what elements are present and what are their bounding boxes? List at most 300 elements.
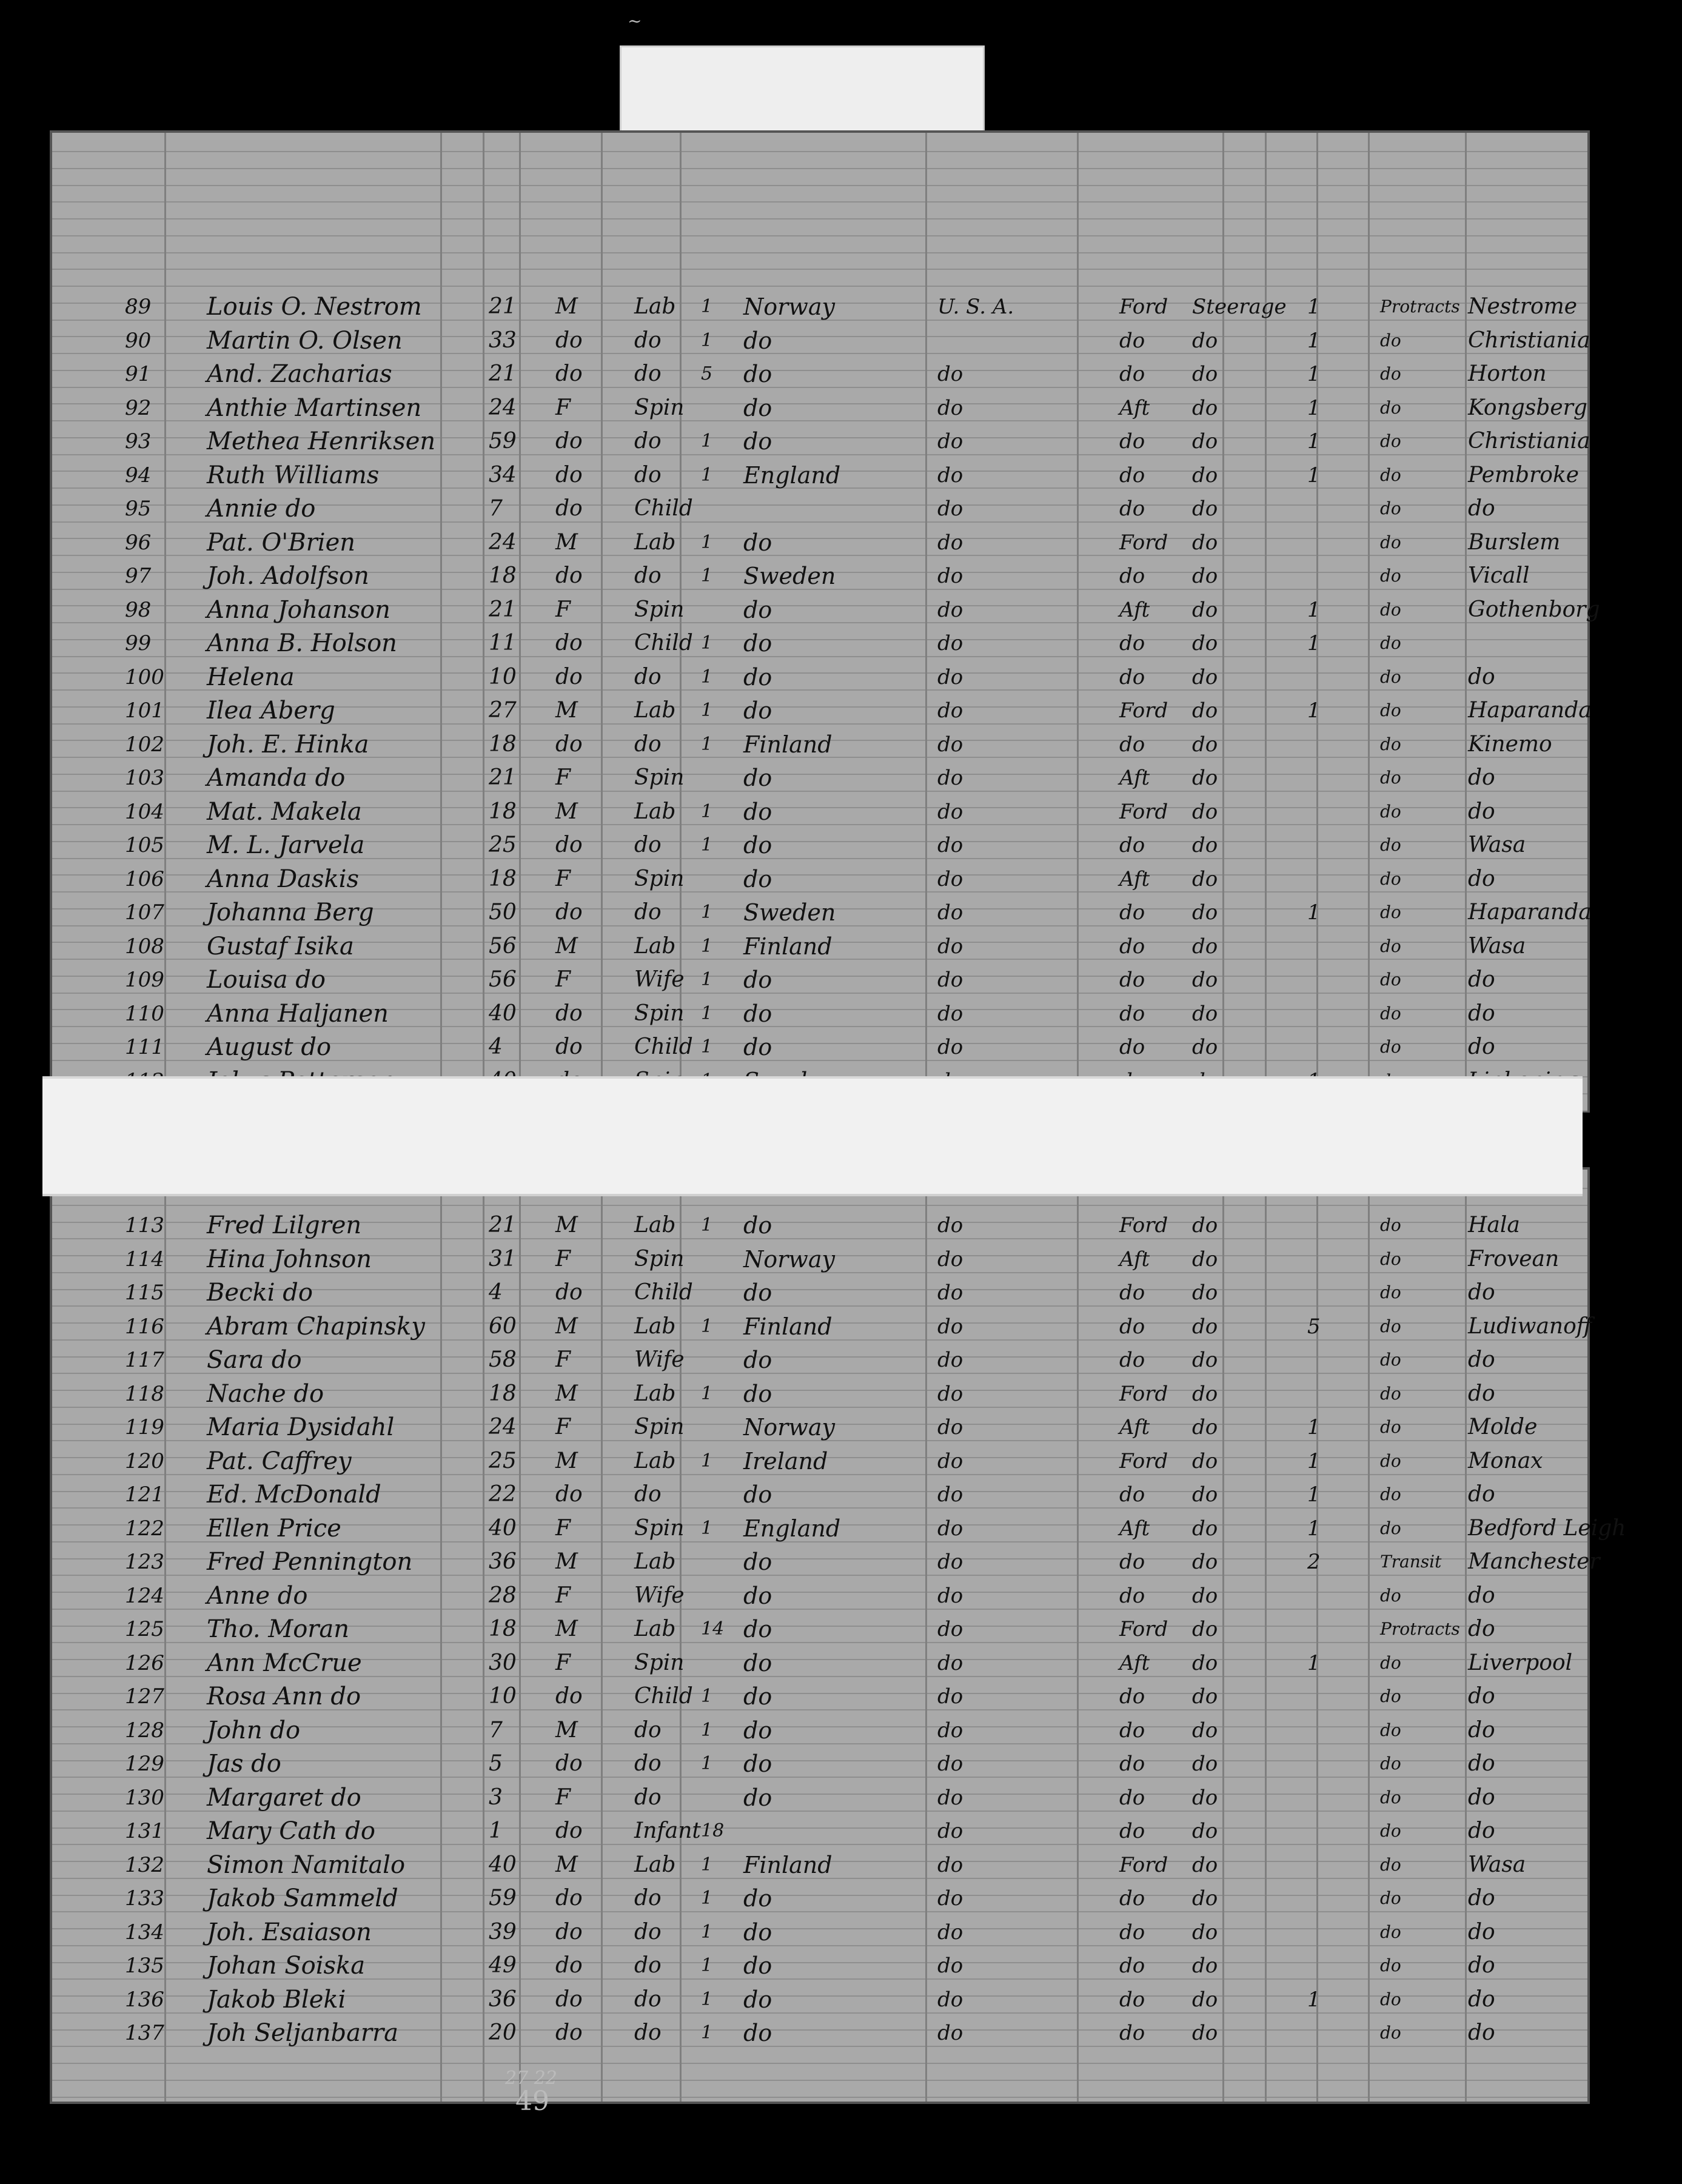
cell-name: Helena — [207, 663, 295, 691]
cell-sex: do — [555, 563, 583, 588]
cell-name: Joh. Adolfson — [207, 562, 369, 590]
cell-accom: do — [1192, 631, 1218, 655]
cell-port: do — [1380, 1383, 1401, 1404]
cell-class: Ford — [1119, 1381, 1168, 1406]
cell-class: do — [1119, 1348, 1145, 1372]
cell-accom: do — [1192, 2021, 1218, 2045]
cell-age: 33 — [489, 327, 517, 353]
cell-class: do — [1119, 1819, 1145, 1843]
cell-pieces: 5 — [1307, 1314, 1321, 1339]
cell-occ: Lab — [634, 1549, 676, 1574]
cell-place: do — [1468, 1986, 1495, 2012]
cell-dest: do — [937, 1482, 963, 1507]
rule-line — [52, 269, 1587, 270]
rule-line — [52, 168, 1587, 169]
cell-place: do — [1468, 1684, 1495, 1709]
cell-sex: M — [555, 1717, 578, 1743]
cell-port: do — [1380, 1821, 1401, 1841]
cell-n: 115 — [125, 1281, 164, 1305]
cell-occ: Child — [634, 1280, 693, 1305]
cell-age: 24 — [489, 395, 517, 420]
cell-dest: do — [937, 698, 963, 723]
cell-dest: do — [937, 665, 963, 689]
cell-place: do — [1468, 1717, 1495, 1743]
cell-class: do — [1119, 968, 1145, 992]
cell-tick: 1 — [701, 1382, 713, 1404]
cell-country: do — [743, 1549, 772, 1575]
cell-dest: do — [937, 1650, 963, 1675]
cell-sex: M — [555, 294, 578, 319]
cell-n: 127 — [125, 1684, 164, 1709]
cell-sex: do — [555, 664, 583, 689]
cell-n: 137 — [125, 2021, 164, 2045]
cell-occ: Child — [634, 496, 693, 521]
rule-line — [52, 2097, 1587, 2098]
cell-country: do — [743, 394, 772, 421]
cell-port: do — [1380, 835, 1401, 855]
rule-line — [52, 252, 1587, 253]
cell-dest: do — [937, 597, 963, 622]
cell-sex: F — [555, 1650, 571, 1675]
cell-accom: do — [1192, 833, 1218, 857]
cell-place: do — [1468, 664, 1495, 689]
cell-sex: do — [555, 1751, 583, 1776]
cell-country: Finland — [743, 1851, 833, 1878]
cell-age: 18 — [489, 866, 517, 891]
cell-tick: 1 — [701, 935, 713, 957]
cell-pieces: 1 — [1307, 328, 1321, 353]
table-row — [52, 1209, 1587, 1242]
cell-place: Wasa — [1468, 832, 1526, 857]
cell-accom: do — [1192, 1954, 1218, 1978]
cell-tick: 1 — [701, 1888, 713, 1909]
cell-port: do — [1380, 1989, 1401, 2009]
cell-port: do — [1380, 1248, 1401, 1269]
cell-sex: do — [555, 2020, 583, 2045]
cell-class: Aft — [1119, 1516, 1150, 1541]
cell-accom: do — [1192, 1650, 1218, 1675]
cell-name: Fred Pennington — [207, 1548, 413, 1576]
cell-n: 116 — [125, 1314, 164, 1339]
cell-place: Wasa — [1468, 933, 1526, 959]
cell-port: do — [1380, 1754, 1401, 1774]
cell-tick: 1 — [701, 1719, 713, 1741]
cell-age: 21 — [489, 361, 517, 386]
cell-class: do — [1119, 1718, 1145, 1743]
cell-accom: do — [1192, 362, 1218, 386]
cell-port: do — [1380, 498, 1401, 518]
table-row — [52, 1276, 1587, 1309]
cell-n: 110 — [125, 1001, 164, 1026]
cell-tick: 18 — [701, 1820, 725, 1841]
cell-age: 22 — [489, 1482, 517, 1507]
table-row — [52, 1882, 1587, 1915]
cell-place: Kinemo — [1468, 731, 1552, 757]
cell-sex: do — [555, 496, 583, 521]
cell-n: 109 — [125, 968, 164, 992]
cell-class: do — [1119, 1752, 1145, 1776]
cell-class: do — [1119, 1583, 1145, 1608]
cell-n: 107 — [125, 900, 164, 925]
cell-name: Mary Cath do — [207, 1817, 375, 1845]
cell-accom: do — [1192, 1583, 1218, 1608]
cell-dest: do — [937, 900, 963, 925]
cell-port: do — [1380, 1282, 1401, 1302]
cell-dest: do — [937, 530, 963, 555]
cell-sex: do — [555, 1280, 583, 1305]
cell-n: 89 — [125, 295, 152, 319]
table-row — [52, 796, 1587, 828]
cell-occ: Spin — [634, 395, 685, 420]
cell-occ: do — [634, 1751, 662, 1776]
table-row — [52, 1647, 1587, 1680]
cell-name: Abram Chapinsky — [207, 1312, 425, 1341]
cell-age: 4 — [489, 1280, 503, 1305]
cell-country: Norway — [743, 1414, 835, 1441]
cell-accom: do — [1192, 395, 1218, 420]
cell-dest: do — [937, 1247, 963, 1271]
cell-occ: do — [634, 429, 662, 454]
cell-n: 100 — [125, 665, 164, 689]
cell-country: do — [743, 1279, 772, 1306]
cell-country: do — [743, 428, 772, 455]
cell-n: 123 — [125, 1550, 164, 1574]
cell-place: do — [1468, 1919, 1495, 1944]
table-row — [52, 896, 1592, 929]
cell-class: do — [1119, 1482, 1145, 1507]
cell-class: do — [1119, 1987, 1145, 2012]
cell-port: do — [1380, 1350, 1401, 1370]
cell-class: do — [1119, 1550, 1145, 1574]
cell-accom: do — [1192, 1718, 1218, 1743]
cell-class: do — [1119, 362, 1145, 386]
cell-port: do — [1380, 397, 1401, 418]
cell-occ: do — [634, 1953, 662, 1978]
cell-tick: 1 — [701, 1450, 713, 1472]
cell-port: do — [1380, 868, 1401, 889]
cell-place: Frovean — [1468, 1246, 1560, 1271]
top-mark: ~ — [628, 11, 642, 31]
cell-country: Finland — [743, 731, 833, 758]
cell-country: do — [743, 1212, 772, 1239]
cell-accom: do — [1192, 1449, 1218, 1473]
cell-age: 34 — [489, 462, 517, 487]
cell-sex: do — [555, 1886, 583, 1911]
cell-dest: do — [937, 1348, 963, 1372]
cell-place: do — [1468, 496, 1495, 521]
cell-age: 59 — [489, 429, 517, 454]
cell-country: Finland — [743, 933, 833, 960]
cell-country: do — [743, 1784, 772, 1811]
cell-name: Mat. Makela — [207, 797, 362, 826]
cell-n: 96 — [125, 530, 152, 555]
cell-port: do — [1380, 970, 1401, 990]
table-row — [52, 324, 1590, 357]
cell-class: Ford — [1119, 295, 1168, 319]
cell-tick: 1 — [701, 969, 713, 990]
cell-name: Pat. Caffrey — [207, 1447, 352, 1475]
cell-name: M. L. Jarvela — [207, 831, 365, 859]
cell-n: 119 — [125, 1415, 164, 1439]
cell-country: do — [743, 1717, 772, 1744]
cell-dest: do — [937, 1987, 963, 2012]
table-row — [52, 1579, 1587, 1612]
cell-sex: M — [555, 1549, 578, 1574]
cell-dest: do — [937, 1583, 963, 1608]
cell-occ: Spin — [634, 765, 685, 790]
cell-tick: 1 — [701, 1921, 713, 1943]
cell-n: 135 — [125, 1954, 164, 1978]
cell-class: Aft — [1119, 1415, 1150, 1439]
cell-country: do — [743, 697, 772, 724]
cell-sex: F — [555, 1415, 571, 1439]
cell-occ: Child — [634, 631, 693, 655]
cell-dest: do — [937, 1381, 963, 1406]
cell-class: Ford — [1119, 1449, 1168, 1473]
table-row — [52, 2017, 1587, 2049]
cell-pieces: 1 — [1307, 631, 1321, 655]
cell-sex: F — [555, 1246, 571, 1271]
cell-age: 7 — [489, 1717, 503, 1743]
cell-accom: do — [1192, 900, 1218, 925]
cell-n: 120 — [125, 1449, 164, 1473]
cell-pieces: 2 — [1307, 1550, 1321, 1574]
cell-name: Martin O. Olsen — [207, 326, 403, 355]
cell-sex: do — [555, 731, 583, 757]
cell-port: do — [1380, 1518, 1401, 1538]
cell-name: Hina Johnson — [207, 1245, 372, 1273]
cell-place: do — [1468, 1751, 1495, 1776]
tally-subtotal: 27 22 — [505, 2068, 557, 2089]
table-row — [52, 1815, 1587, 1847]
cell-occ: Spin — [634, 1650, 685, 1675]
cell-sex: do — [555, 1684, 583, 1709]
cell-n: 118 — [125, 1381, 164, 1406]
cell-name: Methea Henriksen — [207, 427, 436, 455]
cell-n: 129 — [125, 1752, 164, 1776]
cell-country: do — [743, 663, 772, 691]
cell-sex: do — [555, 1818, 583, 1843]
cell-port: do — [1380, 666, 1401, 687]
cell-occ: Spin — [634, 597, 685, 622]
cell-tick: 1 — [701, 1036, 713, 1057]
cell-country: do — [743, 865, 772, 893]
cell-n: 113 — [125, 1213, 164, 1238]
cell-dest: do — [937, 1035, 963, 1059]
cell-place: Haparanda — [1468, 900, 1592, 925]
table-row — [52, 492, 1587, 525]
cell-class: Ford — [1119, 530, 1168, 555]
cell-name: Anna Haljanen — [207, 999, 389, 1028]
cell-pieces: 1 — [1307, 597, 1321, 622]
cell-class: do — [1119, 429, 1145, 454]
rule-line — [52, 185, 1587, 186]
cell-age: 21 — [489, 294, 517, 319]
table-row — [52, 930, 1587, 963]
cell-occ: do — [634, 563, 662, 588]
cell-n: 93 — [125, 429, 152, 454]
cell-tick: 1 — [701, 1002, 713, 1024]
cell-age: 50 — [489, 900, 517, 925]
cell-dest: do — [937, 934, 963, 959]
cell-sex: F — [555, 1784, 571, 1810]
cell-sex: M — [555, 1313, 578, 1339]
cell-port: do — [1380, 902, 1401, 922]
cell-accom: do — [1192, 1516, 1218, 1541]
cell-name: Joh. E. Hinka — [207, 730, 369, 759]
cell-name: Pat. O'Brien — [207, 528, 355, 557]
cell-age: 18 — [489, 563, 517, 588]
table-row — [52, 392, 1587, 424]
cell-place: Molde — [1468, 1415, 1538, 1439]
cell-tick: 1 — [701, 296, 713, 317]
cell-sex: F — [555, 597, 571, 622]
cell-sex: F — [555, 395, 571, 420]
cell-age: 18 — [489, 1616, 517, 1641]
cell-country: Ireland — [743, 1447, 828, 1475]
cell-age: 24 — [489, 1415, 517, 1439]
cell-dest: U. S. A. — [937, 295, 1014, 319]
cell-sex: M — [555, 1616, 578, 1641]
cell-age: 1 — [489, 1818, 503, 1843]
cell-country: do — [743, 361, 772, 387]
cell-occ: Child — [634, 1034, 693, 1059]
cell-dest: do — [937, 833, 963, 857]
cell-pieces: 1 — [1307, 698, 1321, 723]
cell-accom: do — [1192, 1752, 1218, 1776]
cell-place: Christiania — [1468, 429, 1590, 454]
rule-line — [52, 235, 1587, 236]
cell-class: do — [1119, 1281, 1145, 1305]
cell-age: 58 — [489, 1347, 517, 1372]
table-row — [52, 1714, 1587, 1747]
cell-name: Ellen Price — [207, 1514, 341, 1543]
cell-accom: do — [1192, 564, 1218, 588]
cell-tick: 1 — [701, 1753, 713, 1774]
cell-tick: 1 — [701, 464, 713, 486]
cell-country: do — [743, 327, 772, 354]
cell-dest: do — [937, 1415, 963, 1439]
cell-class: do — [1119, 1314, 1145, 1339]
cell-accom: do — [1192, 1684, 1218, 1709]
cell-place: do — [1468, 1886, 1495, 1911]
cell-place: do — [1468, 1482, 1495, 1507]
cell-port: do — [1380, 364, 1401, 384]
cell-accom: do — [1192, 934, 1218, 959]
cell-class: do — [1119, 1886, 1145, 1911]
cell-port: do — [1380, 1720, 1401, 1740]
cell-place: Horton — [1468, 361, 1547, 386]
cell-port: do — [1380, 700, 1401, 720]
cell-name: Simon Namitalo — [207, 1851, 406, 1879]
cell-place: do — [1468, 1784, 1495, 1810]
cell-dest: do — [937, 1550, 963, 1574]
cell-occ: Lab — [634, 1213, 676, 1238]
cell-port: do — [1380, 633, 1401, 653]
cell-tick: 1 — [701, 902, 713, 923]
table-row — [52, 594, 1600, 626]
table-row — [52, 661, 1587, 694]
cell-class: Aft — [1119, 866, 1150, 891]
cell-place: do — [1468, 1818, 1495, 1843]
cell-age: 40 — [489, 1515, 517, 1541]
cell-country: do — [743, 765, 772, 791]
cell-dest: do — [937, 1920, 963, 1944]
cell-name: Jakob Bleki — [207, 1985, 346, 2014]
cell-place: Monax — [1468, 1448, 1543, 1473]
cell-pieces: 1 — [1307, 1482, 1321, 1507]
cell-accom: do — [1192, 1819, 1218, 1843]
table-row — [52, 1310, 1592, 1343]
cell-sex: do — [555, 1953, 583, 1978]
cell-place: Christiania — [1468, 327, 1590, 353]
cell-tick: 1 — [701, 1854, 713, 1875]
cell-n: 126 — [125, 1650, 164, 1675]
table-row — [52, 1680, 1587, 1713]
cell-class: do — [1119, 665, 1145, 689]
cell-age: 11 — [489, 631, 517, 655]
cell-port: Transit — [1380, 1552, 1442, 1572]
cell-name: And. Zacharias — [207, 360, 392, 388]
cell-dest: do — [937, 1684, 963, 1709]
cell-occ: Spin — [634, 1000, 685, 1026]
cell-occ: do — [634, 1717, 662, 1743]
cell-class: do — [1119, 564, 1145, 588]
table-row — [52, 358, 1587, 390]
cell-accom: do — [1192, 1314, 1218, 1339]
cell-dest: do — [937, 1001, 963, 1026]
cell-tick: 1 — [701, 329, 713, 351]
cell-name: Amanda do — [207, 764, 346, 792]
cell-dest: do — [937, 497, 963, 521]
cell-name: Ruth Williams — [207, 461, 380, 489]
cell-port: do — [1380, 734, 1401, 754]
cell-place: Kongsberg — [1468, 395, 1587, 420]
cell-pieces: 1 — [1307, 1449, 1321, 1473]
ledger-sheet-lower — [50, 1167, 1626, 2104]
cell-tick: 1 — [701, 565, 713, 586]
cell-tick: 1 — [701, 2022, 713, 2043]
cell-name: Anna Johanson — [207, 595, 390, 624]
cell-class: do — [1119, 833, 1145, 857]
cell-place: do — [1468, 765, 1495, 790]
cell-occ: do — [634, 2020, 662, 2045]
cell-place: do — [1468, 1583, 1495, 1608]
cell-tick: 1 — [701, 632, 713, 654]
cell-sex: do — [555, 361, 583, 386]
cell-tick: 1 — [701, 1988, 713, 2010]
cell-accom: do — [1192, 1247, 1218, 1271]
cell-age: 27 — [489, 698, 517, 723]
cell-occ: Lab — [634, 1852, 676, 1877]
cell-country: England — [743, 461, 841, 489]
cell-n: 106 — [125, 866, 164, 891]
cell-n: 125 — [125, 1617, 164, 1641]
cell-port: do — [1380, 566, 1401, 586]
table-row — [52, 1478, 1587, 1511]
cell-place: do — [1468, 1000, 1495, 1026]
cell-occ: Spin — [634, 1515, 685, 1541]
cell-age: 18 — [489, 731, 517, 757]
cell-port: do — [1380, 1854, 1401, 1875]
cell-name: Tho. Moran — [207, 1615, 350, 1643]
cell-dest: do — [937, 429, 963, 454]
cell-accom: do — [1192, 1785, 1218, 1810]
cell-occ: do — [634, 664, 662, 689]
cell-n: 133 — [125, 1886, 164, 1911]
cell-dest: do — [937, 1314, 963, 1339]
cell-country: do — [743, 1347, 772, 1373]
